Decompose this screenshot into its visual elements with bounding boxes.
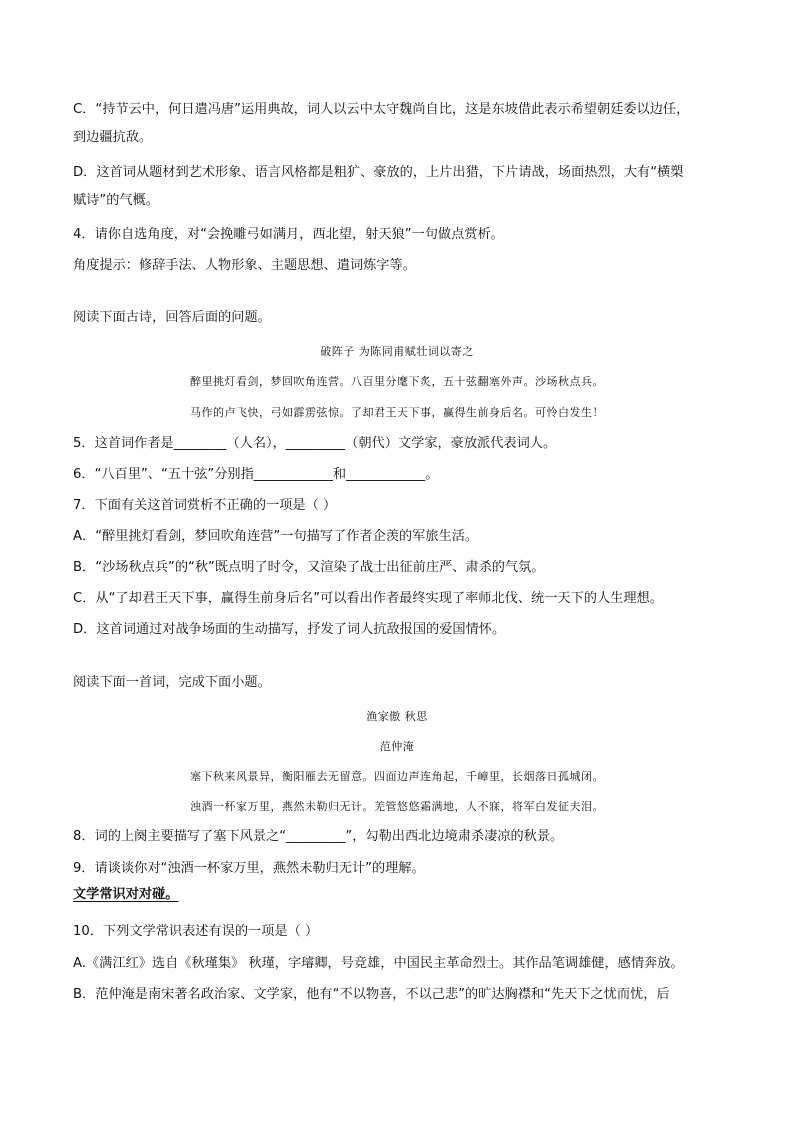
poem2-line1: 醉里挑灯看剑，梦回吹角连营。八百里分麾下炙，五十弦翻塞外声。沙场秋点兵。 <box>190 375 604 388</box>
q7-option-a: A．“醉里挑灯看剑，梦回吹角连营”一句描写了作者企羡的军旅生活。 <box>73 529 479 544</box>
q10-option-b: B．范仲淹是南宋著名政治家、文学家，他有“不以物喜，不以己悲”的旷达胸襟和“先天下之忧而忧，后 <box>73 987 670 1002</box>
question-6: 6．“八百里”、“五十弦”分别指____________和____________。 <box>73 467 439 482</box>
question-9: 9．请谈谈你对“浊酒一杯家万里，燕然未勒归无计”的理解。 <box>73 861 425 876</box>
poem2-line2: 马作的卢飞快，弓如霹雳弦惊。了却君王天下事，赢得生前身后名。可怜白发生！ <box>190 406 604 419</box>
reading-intro-3: 阅读下面一首词，完成下面小题。 <box>73 675 271 690</box>
question-7: 7．下面有关这首词赏析不正确的一项是（ ） <box>73 498 337 513</box>
option-c-line2: 到边疆抗敌。 <box>73 130 153 145</box>
poem2-title: 破阵子 为陈同甫赋壮词以寄之 <box>320 345 474 358</box>
option-d-line1: D．这首词从题材到艺术形象、语言风格都是粗犷、豪放的，上片出猎，下片请战，场面热烈，大有“横槊 <box>73 165 684 180</box>
question-5: 5．这首词作者是________（人名），_________（朝代）文学家，豪放派代表词人。 <box>73 436 557 451</box>
reading-intro-2: 阅读下面古诗，回答后面的问题。 <box>73 310 271 325</box>
option-c-line1: C．“持节云中，何日遣冯唐”运用典故，词人以云中太守魏尚自比，这是东坡借此表示希望朝廷委以边任， <box>73 102 690 117</box>
poem3-author: 范仲淹 <box>379 740 415 753</box>
section-heading: 文学常识对对碰。 <box>73 887 179 902</box>
angle-hint: 角度提示：修辞手法、人物形象、主题思想、遣词炼字等。 <box>73 258 416 273</box>
q7-option-b: B．“沙场秋点兵”的“秋”既点明了时令，又渲染了战士出征前庄严、肃杀的气氛。 <box>73 560 545 575</box>
option-d-line2: 赋诗”的气概。 <box>73 193 159 208</box>
q7-option-d: D．这首词通过对战争场面的生动描写，抒发了词人抗敌报国的爱国情怀。 <box>73 622 506 637</box>
q7-option-c: C．从“了却君王天下事，赢得生前身后名”可以看出作者最终实现了率师北伐、统一天下的人生理想。 <box>73 591 663 606</box>
question-8: 8．词的上阕主要描写了塞下风景之“_________”，勾勒出西北边境肃杀凄凉的秋景。 <box>73 829 564 844</box>
q10-option-a: A.《满江红》选自《秋瑾集》 秋瑾，字璿卿，号竞雄，中国民主革命烈士。其作品笔调雄健，感情奔放。 <box>73 956 684 971</box>
poem3-title: 渔家傲 秋思 <box>366 710 428 723</box>
question-4: 4．请你自选角度，对“会挽雕弓如满月，西北望，射天狼”一句做点赏析。 <box>73 227 504 242</box>
question-10: 10．下列文学常识表述有误的一项是（ ） <box>73 924 319 939</box>
poem3-line2: 浊酒一杯家万里，燕然未勒归无计。羌管悠悠霜满地，人不寐，将军白发征夫泪。 <box>190 800 604 813</box>
poem3-line1: 塞下秋来风景异，衡阳雁去无留意。四面边声连角起，千嶂里，长烟落日孤城闭。 <box>190 770 604 783</box>
